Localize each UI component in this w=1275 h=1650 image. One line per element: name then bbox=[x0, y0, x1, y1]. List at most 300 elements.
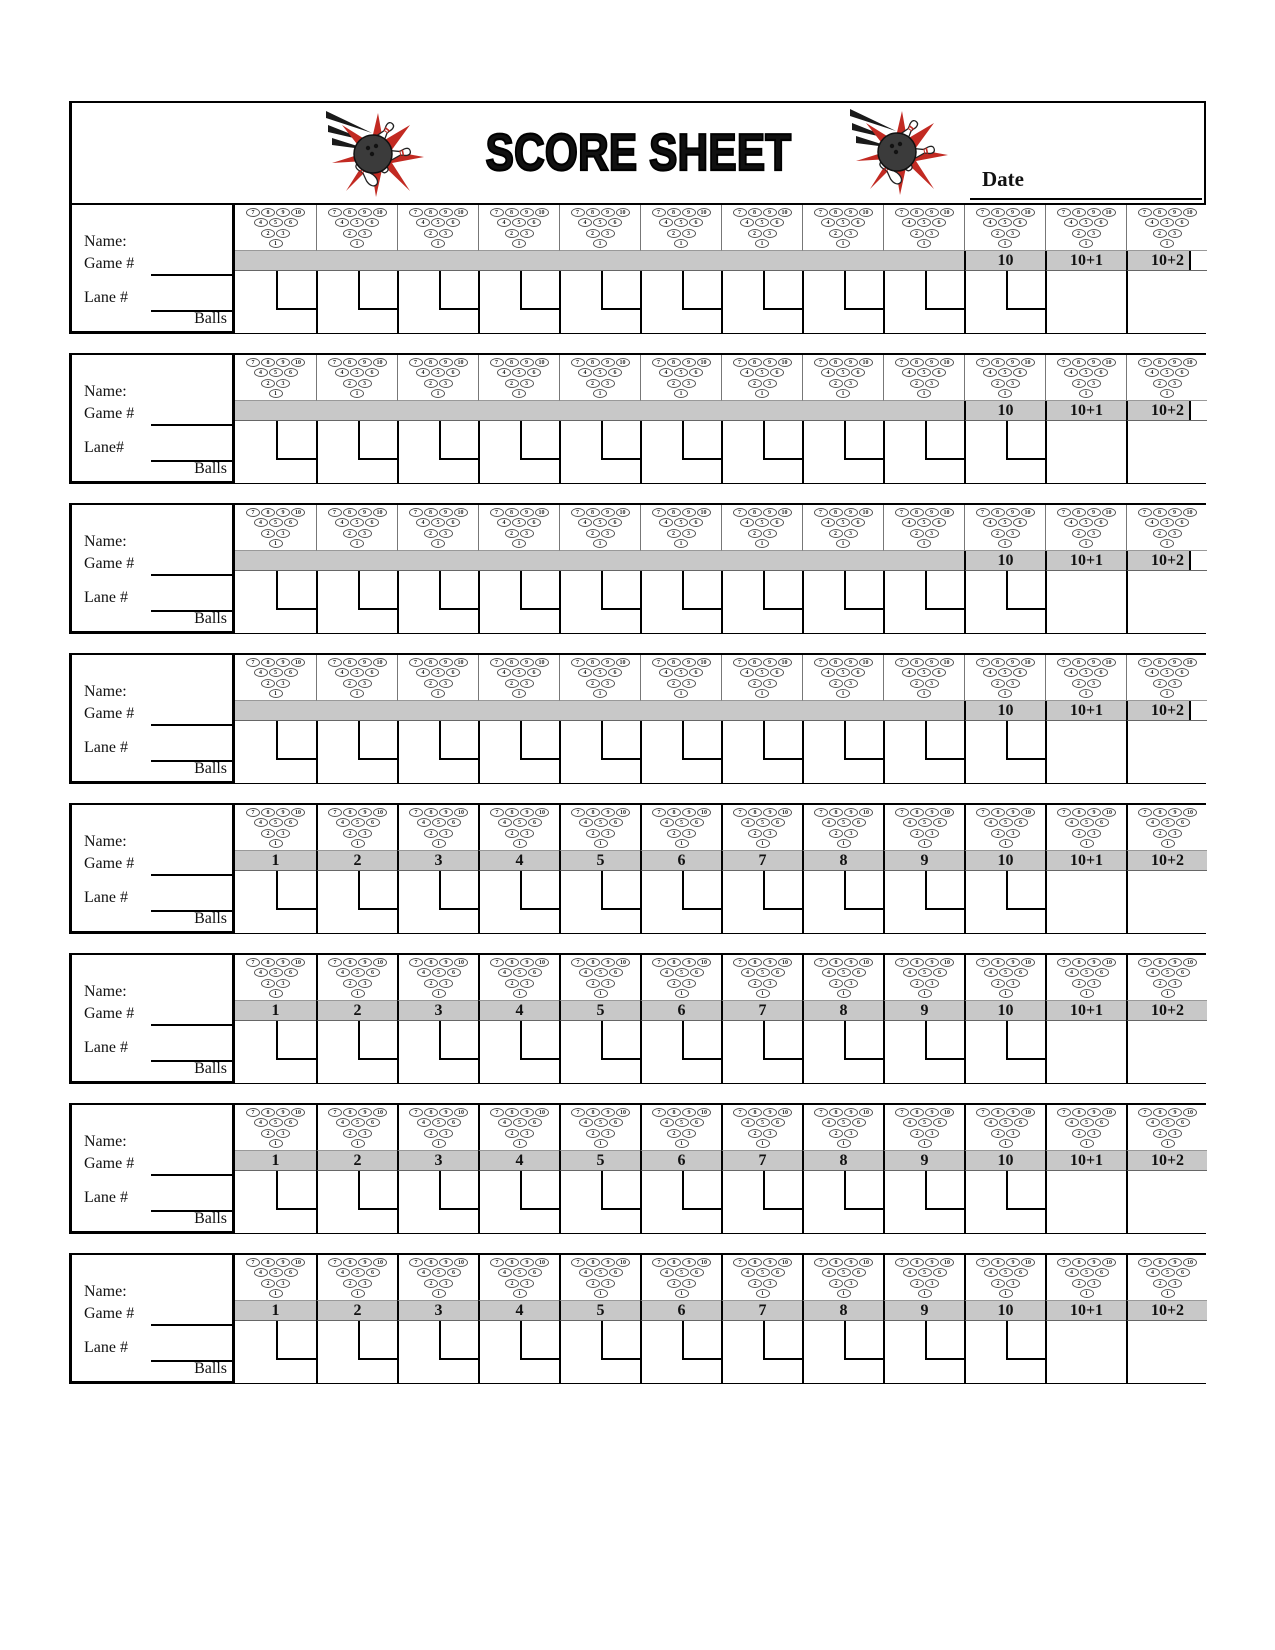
pin-row bbox=[479, 239, 559, 249]
pin-2-icon: 2 bbox=[343, 229, 357, 238]
frame-score-cell[interactable] bbox=[316, 1171, 397, 1233]
second-ball-box[interactable] bbox=[520, 271, 560, 310]
frame-number: 6 bbox=[677, 1002, 686, 1019]
frame-score-cell[interactable] bbox=[559, 421, 640, 483]
frame-score-cell[interactable] bbox=[1126, 871, 1207, 933]
frame-score-cell[interactable] bbox=[559, 1321, 640, 1383]
frame-score-cell[interactable] bbox=[1126, 1171, 1207, 1233]
frame-score-cell[interactable] bbox=[802, 1321, 883, 1383]
pin-row bbox=[803, 539, 883, 549]
frame-score-cell[interactable] bbox=[640, 721, 721, 783]
pin-1-icon: 1 bbox=[998, 689, 1012, 698]
pin-3-icon: 3 bbox=[1006, 529, 1020, 538]
pin-row bbox=[318, 1279, 397, 1289]
frame-score-cell[interactable] bbox=[802, 871, 883, 933]
pin-diagram bbox=[964, 805, 1045, 851]
game-number-line[interactable] bbox=[151, 1174, 233, 1176]
pin-9-icon: 9 bbox=[520, 1258, 534, 1267]
frame-score-cell[interactable] bbox=[235, 871, 316, 933]
second-ball-box[interactable] bbox=[925, 271, 965, 310]
frame-score-cell[interactable] bbox=[1045, 721, 1126, 783]
frame-score-cell[interactable] bbox=[802, 571, 883, 633]
frame-score-cell[interactable] bbox=[964, 1021, 1045, 1083]
pin-row bbox=[317, 208, 397, 218]
date-line[interactable] bbox=[970, 198, 1202, 200]
frame-score-cell[interactable] bbox=[883, 871, 964, 933]
pin-7-icon: 7 bbox=[733, 358, 747, 367]
pin-2-icon: 2 bbox=[586, 379, 600, 388]
pin-row bbox=[966, 979, 1045, 989]
game-number-line[interactable] bbox=[151, 274, 233, 276]
pin-1-icon: 1 bbox=[513, 989, 527, 998]
pin-4-icon: 4 bbox=[903, 1268, 917, 1277]
second-ball-box[interactable] bbox=[601, 721, 641, 760]
pin-8-icon: 8 bbox=[1072, 508, 1086, 517]
frame-score-cell[interactable] bbox=[883, 1171, 964, 1233]
frame-score-cell[interactable] bbox=[640, 421, 721, 483]
frame-score-cell[interactable] bbox=[640, 1021, 721, 1083]
pin-row bbox=[480, 1279, 559, 1289]
pin-row bbox=[722, 239, 802, 249]
frame-number: 10+1 bbox=[1069, 252, 1104, 269]
second-ball-box[interactable] bbox=[601, 271, 641, 310]
frame-score-cell[interactable] bbox=[802, 421, 883, 483]
pin-2-icon: 2 bbox=[343, 529, 357, 538]
second-ball-box[interactable] bbox=[844, 571, 884, 610]
frame-score-cell[interactable] bbox=[721, 721, 802, 783]
pin-3-icon: 3 bbox=[1006, 1279, 1020, 1288]
second-ball-box[interactable] bbox=[925, 1321, 965, 1360]
second-ball-box[interactable] bbox=[925, 421, 965, 460]
frame-column bbox=[802, 805, 883, 931]
frame-score-cell[interactable] bbox=[1045, 871, 1126, 933]
frame-score-cell[interactable] bbox=[316, 271, 397, 333]
frame-header-cell bbox=[964, 1151, 1045, 1171]
frame-score-cell[interactable] bbox=[1045, 1171, 1126, 1233]
second-ball-box[interactable] bbox=[925, 721, 965, 760]
second-ball-box[interactable] bbox=[601, 1171, 641, 1210]
second-ball-box[interactable] bbox=[682, 871, 722, 910]
frame-score-cell[interactable] bbox=[883, 571, 964, 633]
pin-2-icon: 2 bbox=[667, 529, 681, 538]
frame-score-cell[interactable] bbox=[640, 871, 721, 933]
pin-9-icon: 9 bbox=[1087, 358, 1101, 367]
frame-column bbox=[478, 1105, 559, 1231]
frame-score-cell[interactable] bbox=[478, 1021, 559, 1083]
game-number-line[interactable] bbox=[151, 1024, 233, 1026]
pin-7-icon: 7 bbox=[652, 1108, 666, 1117]
second-ball-box[interactable] bbox=[358, 571, 398, 610]
second-ball-box[interactable] bbox=[1006, 1171, 1046, 1210]
frame-score-cell[interactable] bbox=[397, 871, 478, 933]
second-ball-box[interactable] bbox=[601, 421, 641, 460]
frame-score-cell[interactable] bbox=[397, 571, 478, 633]
second-ball-box[interactable] bbox=[763, 271, 803, 310]
frame-score-cell[interactable] bbox=[316, 421, 397, 483]
pin-8-icon: 8 bbox=[424, 1258, 438, 1267]
second-ball-box[interactable] bbox=[1006, 721, 1046, 760]
second-ball-box[interactable] bbox=[520, 1321, 560, 1360]
second-ball-box[interactable] bbox=[276, 1321, 317, 1360]
pin-10-icon: 10 bbox=[859, 358, 873, 367]
pin-row bbox=[1046, 368, 1126, 378]
frame-score-cell[interactable] bbox=[559, 571, 640, 633]
pin-5-icon: 5 bbox=[1079, 518, 1093, 527]
second-ball-box[interactable] bbox=[1006, 871, 1046, 910]
frame-score-cell[interactable] bbox=[721, 1321, 802, 1383]
second-ball-box[interactable] bbox=[844, 271, 884, 310]
pin-6-icon: 6 bbox=[608, 518, 622, 527]
frame-score-cell[interactable] bbox=[559, 871, 640, 933]
frame-score-cell[interactable] bbox=[235, 1021, 316, 1083]
frame-score-cell[interactable] bbox=[721, 871, 802, 933]
frame-score-cell[interactable] bbox=[964, 571, 1045, 633]
pin-row bbox=[723, 808, 802, 818]
frame-score-cell[interactable] bbox=[1045, 1321, 1126, 1383]
frame-score-cell[interactable] bbox=[235, 421, 316, 483]
frame-column bbox=[883, 955, 964, 1081]
pin-8-icon: 8 bbox=[586, 808, 600, 817]
pin-2-icon: 2 bbox=[343, 979, 357, 988]
frame-header-cell bbox=[559, 1151, 640, 1171]
frame-score-cell[interactable] bbox=[883, 1021, 964, 1083]
second-ball-box[interactable] bbox=[763, 871, 803, 910]
balls-label: Balls bbox=[194, 460, 227, 477]
pin-5-icon: 5 bbox=[269, 218, 283, 227]
pin-6-icon: 6 bbox=[1175, 668, 1189, 677]
frame-score-cell[interactable] bbox=[397, 271, 478, 333]
frame-score-cell[interactable] bbox=[478, 1171, 559, 1233]
frame-score-cell[interactable] bbox=[1045, 271, 1126, 333]
pin-row bbox=[479, 229, 559, 239]
pin-diagram bbox=[478, 955, 559, 1001]
second-ball-box[interactable] bbox=[925, 1171, 965, 1210]
frame-score-cell[interactable] bbox=[721, 421, 802, 483]
game-number-line[interactable] bbox=[151, 1324, 233, 1326]
frame-header-cell bbox=[721, 701, 802, 721]
pin-2-icon: 2 bbox=[424, 529, 438, 538]
second-ball-box[interactable] bbox=[276, 421, 317, 460]
second-ball-box[interactable] bbox=[439, 1321, 479, 1360]
frame-score-cell[interactable] bbox=[1126, 571, 1207, 633]
pin-9-icon: 9 bbox=[520, 1108, 534, 1117]
second-ball-box[interactable] bbox=[844, 1171, 884, 1210]
second-ball-box[interactable] bbox=[358, 421, 398, 460]
game-number-line[interactable] bbox=[151, 574, 233, 576]
pin-row bbox=[560, 518, 640, 528]
second-ball-box[interactable] bbox=[763, 1171, 803, 1210]
frame-score-cell[interactable] bbox=[964, 1321, 1045, 1383]
name-label: Name: bbox=[84, 383, 127, 400]
frame-score-cell[interactable] bbox=[316, 871, 397, 933]
pin-row bbox=[318, 1268, 397, 1278]
pin-5-icon: 5 bbox=[999, 1268, 1013, 1277]
frame-score-cell[interactable] bbox=[397, 421, 478, 483]
pin-4-icon: 4 bbox=[1065, 818, 1079, 827]
pin-row bbox=[398, 358, 478, 368]
second-ball-box[interactable] bbox=[1006, 571, 1046, 610]
pin-row bbox=[641, 379, 721, 389]
pin-9-icon: 9 bbox=[1087, 808, 1101, 817]
pin-row bbox=[1047, 1289, 1126, 1299]
pin-1-icon: 1 bbox=[836, 689, 850, 698]
frame-score-cell[interactable] bbox=[559, 721, 640, 783]
frame-score-cell[interactable] bbox=[964, 871, 1045, 933]
frame-score-cell[interactable] bbox=[721, 271, 802, 333]
second-ball-box[interactable] bbox=[682, 721, 722, 760]
pin-diagram bbox=[316, 805, 397, 851]
frame-score-cell[interactable] bbox=[802, 1021, 883, 1083]
frame-score-cell[interactable] bbox=[721, 1021, 802, 1083]
pin-6-icon: 6 bbox=[365, 668, 379, 677]
name-label: Name: bbox=[84, 1133, 127, 1150]
pin-row bbox=[965, 389, 1045, 399]
frame-score-cell[interactable] bbox=[964, 271, 1045, 333]
pin-row bbox=[804, 1118, 883, 1128]
pin-2-icon: 2 bbox=[748, 829, 762, 838]
pin-row bbox=[479, 508, 559, 518]
pin-row bbox=[1047, 989, 1126, 999]
frame-score-cell[interactable] bbox=[1045, 571, 1126, 633]
frame-score-cell[interactable] bbox=[964, 421, 1045, 483]
second-ball-box[interactable] bbox=[358, 1021, 398, 1060]
frame-score-cell[interactable] bbox=[721, 1171, 802, 1233]
frame-score-cell[interactable] bbox=[964, 721, 1045, 783]
frame-score-cell[interactable] bbox=[316, 571, 397, 633]
second-ball-box[interactable] bbox=[925, 1021, 965, 1060]
frame-score-cell[interactable] bbox=[235, 1171, 316, 1233]
pin-row bbox=[885, 818, 964, 828]
game-number-line[interactable] bbox=[151, 874, 233, 876]
second-ball-box[interactable] bbox=[520, 421, 560, 460]
frame-score-cell[interactable] bbox=[235, 271, 316, 333]
frame-score-cell[interactable] bbox=[1126, 421, 1207, 483]
second-ball-box[interactable] bbox=[520, 1021, 560, 1060]
second-ball-box[interactable] bbox=[1006, 421, 1046, 460]
frame-score-cell[interactable] bbox=[802, 1171, 883, 1233]
frame-score-cell[interactable] bbox=[640, 1171, 721, 1233]
pin-8-icon: 8 bbox=[1153, 808, 1167, 817]
second-ball-box[interactable] bbox=[925, 571, 965, 610]
pin-1-icon: 1 bbox=[1161, 1289, 1175, 1298]
frame-score-cell[interactable] bbox=[559, 1021, 640, 1083]
frame-score-cell[interactable] bbox=[316, 1321, 397, 1383]
frame-score-cell[interactable] bbox=[478, 271, 559, 333]
pin-diagram bbox=[1045, 955, 1126, 1001]
pin-row bbox=[642, 1279, 721, 1289]
frame-score-cell[interactable] bbox=[1045, 1021, 1126, 1083]
pin-6-icon: 6 bbox=[446, 668, 460, 677]
frame-column bbox=[883, 505, 964, 631]
pin-2-icon: 2 bbox=[667, 1129, 681, 1138]
second-ball-box[interactable] bbox=[844, 1321, 884, 1360]
frame-number: 10+2 bbox=[1150, 252, 1185, 269]
pin-row bbox=[1127, 689, 1207, 699]
frame-score-cell[interactable] bbox=[802, 721, 883, 783]
frame-score-cell[interactable] bbox=[235, 571, 316, 633]
second-ball-box[interactable] bbox=[682, 571, 722, 610]
pin-5-icon: 5 bbox=[269, 968, 283, 977]
frame-score-cell[interactable] bbox=[1126, 1321, 1207, 1383]
frame-score-cell[interactable] bbox=[640, 271, 721, 333]
pin-row bbox=[641, 539, 721, 549]
second-ball-box[interactable] bbox=[682, 421, 722, 460]
second-ball-box[interactable] bbox=[358, 721, 398, 760]
second-ball-box[interactable] bbox=[1006, 1321, 1046, 1360]
frame-number: 8 bbox=[839, 1152, 848, 1169]
frame-score-cell[interactable] bbox=[1126, 721, 1207, 783]
frame-score-cell[interactable] bbox=[883, 421, 964, 483]
second-ball-box[interactable] bbox=[601, 871, 641, 910]
pin-6-icon: 6 bbox=[932, 368, 946, 377]
frame-score-cell[interactable] bbox=[559, 1171, 640, 1233]
pin-diagram bbox=[721, 655, 802, 701]
second-ball-box[interactable] bbox=[439, 421, 479, 460]
second-ball-box[interactable] bbox=[358, 1321, 398, 1360]
pin-1-icon: 1 bbox=[674, 539, 688, 548]
second-ball-box[interactable] bbox=[763, 421, 803, 460]
second-ball-box[interactable] bbox=[439, 1171, 479, 1210]
second-ball-box[interactable] bbox=[601, 1021, 641, 1060]
second-ball-box[interactable] bbox=[520, 721, 560, 760]
pin-row bbox=[235, 839, 316, 849]
frame-score-cell[interactable] bbox=[721, 571, 802, 633]
pin-1-icon: 1 bbox=[837, 1139, 851, 1148]
frame-score-cell[interactable] bbox=[964, 1171, 1045, 1233]
game-number-line[interactable] bbox=[151, 724, 233, 726]
pin-row bbox=[1046, 208, 1126, 218]
second-ball-box[interactable] bbox=[844, 1021, 884, 1060]
pin-diagram bbox=[640, 205, 721, 251]
pin-9-icon: 9 bbox=[925, 358, 939, 367]
pin-8-icon: 8 bbox=[261, 208, 275, 217]
second-ball-box[interactable] bbox=[1006, 271, 1046, 310]
second-ball-box[interactable] bbox=[439, 871, 479, 910]
frame-column bbox=[802, 505, 883, 631]
frame-score-cell[interactable] bbox=[397, 1021, 478, 1083]
frame-score-cell[interactable] bbox=[883, 721, 964, 783]
pin-row bbox=[398, 668, 478, 678]
frame-score-cell[interactable] bbox=[397, 1171, 478, 1233]
frame-score-cell[interactable] bbox=[316, 721, 397, 783]
second-ball-box[interactable] bbox=[763, 571, 803, 610]
frame-column bbox=[397, 1105, 478, 1231]
page-title: SCORE SHEET bbox=[485, 124, 791, 182]
second-ball-box[interactable] bbox=[763, 1321, 803, 1360]
frame-score-cell[interactable] bbox=[478, 421, 559, 483]
second-ball-box[interactable] bbox=[276, 871, 317, 910]
pin-5-icon: 5 bbox=[350, 668, 364, 677]
frame-header-cell bbox=[1045, 701, 1126, 721]
second-ball-box[interactable] bbox=[276, 271, 317, 310]
frame-score-cell[interactable] bbox=[316, 1021, 397, 1083]
frame-score-cell[interactable] bbox=[802, 271, 883, 333]
game-number-label: Game # bbox=[84, 1305, 135, 1322]
pin-9-icon: 9 bbox=[763, 358, 777, 367]
frame-score-cell[interactable] bbox=[397, 721, 478, 783]
second-ball-box[interactable] bbox=[439, 721, 479, 760]
second-ball-box[interactable] bbox=[682, 271, 722, 310]
frame-score-cell[interactable] bbox=[559, 271, 640, 333]
second-ball-box[interactable] bbox=[601, 571, 641, 610]
frame-score-cell[interactable] bbox=[640, 571, 721, 633]
second-ball-box[interactable] bbox=[439, 1021, 479, 1060]
frame-score-cell[interactable] bbox=[235, 721, 316, 783]
frame-header-cell bbox=[640, 1151, 721, 1171]
second-ball-box[interactable] bbox=[1006, 1021, 1046, 1060]
second-ball-box[interactable] bbox=[844, 871, 884, 910]
second-ball-box[interactable] bbox=[276, 721, 317, 760]
second-ball-box[interactable] bbox=[682, 1321, 722, 1360]
frame-score-cell[interactable] bbox=[1045, 421, 1126, 483]
frame-header-cell bbox=[1045, 1301, 1126, 1321]
frame-score-cell[interactable] bbox=[397, 1321, 478, 1383]
score-block bbox=[69, 803, 1206, 934]
second-ball-box[interactable] bbox=[844, 721, 884, 760]
second-ball-box[interactable] bbox=[276, 1171, 317, 1210]
pin-1-icon: 1 bbox=[837, 839, 851, 848]
second-ball-box[interactable] bbox=[763, 1021, 803, 1060]
second-ball-box[interactable] bbox=[520, 1171, 560, 1210]
frame-score-cell[interactable] bbox=[883, 1321, 964, 1383]
pin-8-icon: 8 bbox=[505, 958, 519, 967]
second-ball-box[interactable] bbox=[439, 271, 479, 310]
second-ball-box[interactable] bbox=[358, 271, 398, 310]
frame-score-cell[interactable] bbox=[1126, 1021, 1207, 1083]
second-ball-box[interactable] bbox=[844, 421, 884, 460]
second-ball-box[interactable] bbox=[682, 1021, 722, 1060]
second-ball-box[interactable] bbox=[682, 1171, 722, 1210]
pin-diagram bbox=[397, 505, 478, 551]
pin-3-icon: 3 bbox=[844, 379, 858, 388]
pin-10-icon: 10 bbox=[778, 658, 792, 667]
pin-4-icon: 4 bbox=[660, 1118, 674, 1127]
pin-row bbox=[235, 1289, 316, 1299]
pin-7-icon: 7 bbox=[895, 808, 909, 817]
second-ball-box[interactable] bbox=[358, 1171, 398, 1210]
pin-row bbox=[398, 218, 478, 228]
second-ball-box[interactable] bbox=[520, 571, 560, 610]
pin-8-icon: 8 bbox=[586, 208, 600, 217]
frame-score-cell[interactable] bbox=[640, 1321, 721, 1383]
frame-number: 6 bbox=[677, 852, 686, 869]
second-ball-box[interactable] bbox=[439, 571, 479, 610]
second-ball-box[interactable] bbox=[358, 871, 398, 910]
second-ball-box[interactable] bbox=[276, 571, 317, 610]
frame-header-cell bbox=[802, 1001, 883, 1021]
game-number-line[interactable] bbox=[151, 424, 233, 426]
pin-5-icon: 5 bbox=[918, 818, 932, 827]
pin-3-icon: 3 bbox=[1006, 679, 1020, 688]
frame-score-cell[interactable] bbox=[478, 721, 559, 783]
pin-6-icon: 6 bbox=[690, 968, 704, 977]
second-ball-box[interactable] bbox=[601, 1321, 641, 1360]
frame-score-cell[interactable] bbox=[235, 1321, 316, 1383]
second-ball-box[interactable] bbox=[925, 871, 965, 910]
frame-score-cell[interactable] bbox=[478, 871, 559, 933]
frame-score-cell[interactable] bbox=[478, 1321, 559, 1383]
second-ball-box[interactable] bbox=[520, 871, 560, 910]
frame-score-cell[interactable] bbox=[883, 271, 964, 333]
second-ball-box[interactable] bbox=[276, 1021, 317, 1060]
frame-score-cell[interactable] bbox=[478, 571, 559, 633]
second-ball-box[interactable] bbox=[763, 721, 803, 760]
frame-header-cell bbox=[883, 851, 964, 871]
frame-column bbox=[1045, 805, 1126, 931]
pin-1-icon: 1 bbox=[755, 239, 769, 248]
frame-score-cell[interactable] bbox=[1126, 271, 1207, 333]
pin-4-icon: 4 bbox=[335, 518, 349, 527]
